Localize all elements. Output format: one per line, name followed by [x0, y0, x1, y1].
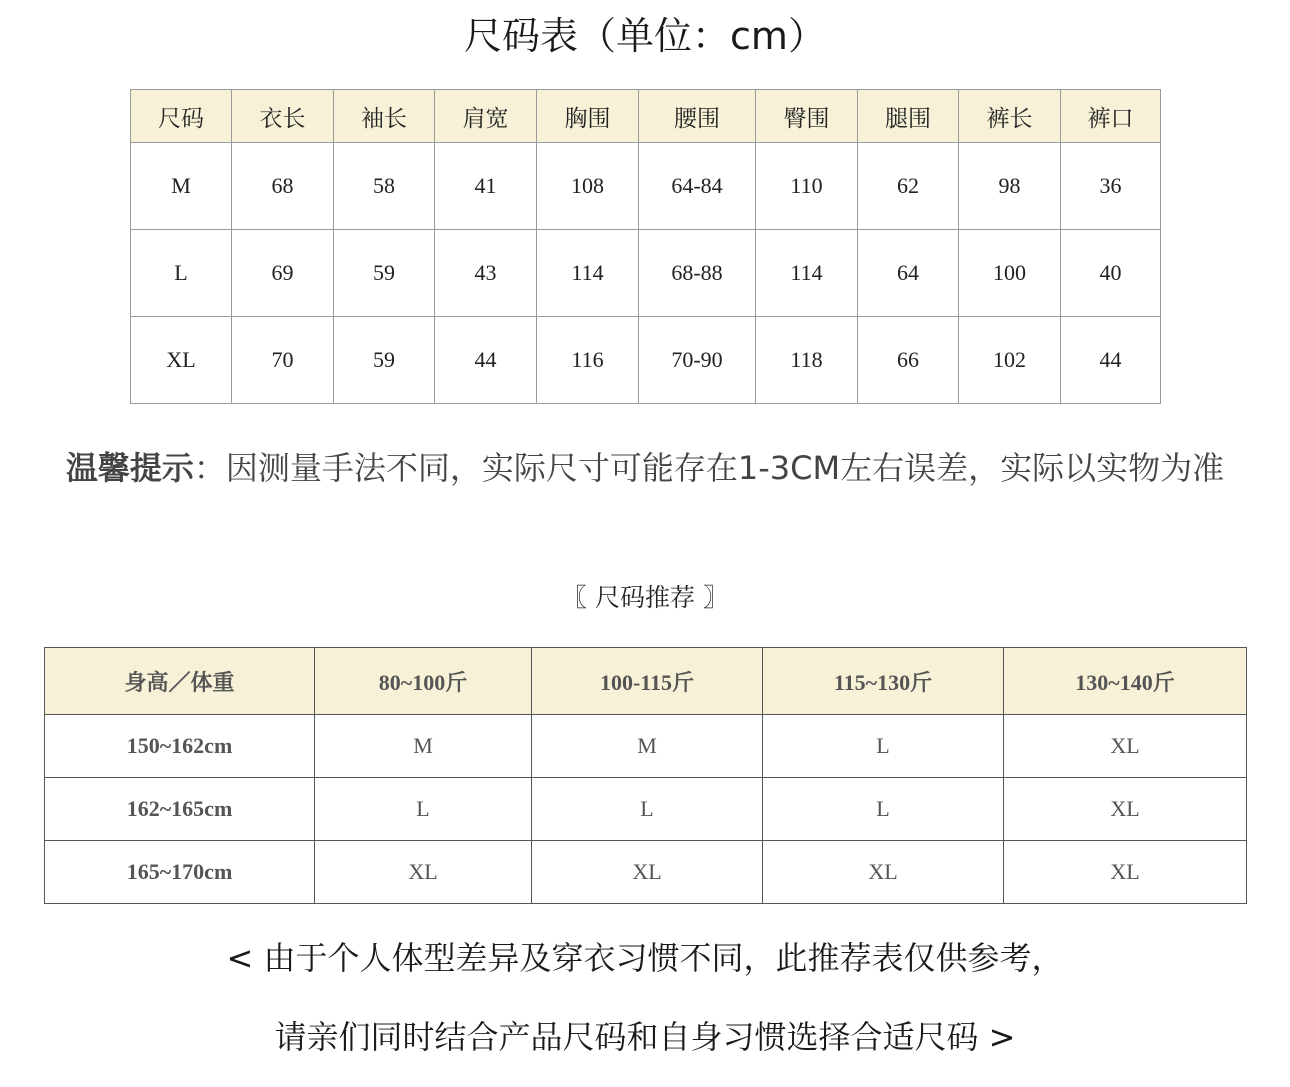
table-cell: XL — [1004, 841, 1247, 904]
size-chart-header-row — [131, 90, 1161, 143]
height-range-cell: 165~170cm — [45, 841, 315, 904]
table-cell: 114 — [756, 230, 858, 317]
size-chart-header-cell: 肩宽 — [435, 90, 537, 143]
recommend-disclaimer-line1: < 由于个人体型差异及穿衣习惯不同，此推荐表仅供参考， — [226, 939, 1064, 977]
table-cell: 62 — [858, 143, 959, 230]
recommend-header-cell: 身高／体重 — [45, 648, 315, 715]
table-cell: 59 — [334, 317, 435, 404]
table-cell: 40 — [1061, 230, 1161, 317]
table-cell: 118 — [756, 317, 858, 404]
table-cell: 44 — [435, 317, 537, 404]
size-chart-header-cell: 裤口 — [1061, 90, 1161, 143]
tip-label: 温馨提示 — [65, 449, 194, 487]
table-row — [131, 317, 1161, 404]
size-chart-header-cell: 胸围 — [537, 90, 639, 143]
table-cell: 70-90 — [639, 317, 756, 404]
recommend-header-cell: 80~100斤 — [315, 648, 532, 715]
table-cell: 36 — [1061, 143, 1161, 230]
size-chart-header-cell: 裤长 — [959, 90, 1061, 143]
height-range-cell: 162~165cm — [45, 778, 315, 841]
table-cell: L — [763, 778, 1004, 841]
table-cell: 114 — [537, 230, 639, 317]
table-cell: 116 — [537, 317, 639, 404]
size-chart-header-cell: 衣长 — [232, 90, 334, 143]
table-cell: M — [532, 715, 763, 778]
size-chart-header-cell: 腰围 — [639, 90, 756, 143]
recommend-header-row — [45, 648, 1247, 715]
table-cell: L — [532, 778, 763, 841]
table-cell: 108 — [537, 143, 639, 230]
table-cell: 64 — [858, 230, 959, 317]
table-cell: XL — [763, 841, 1004, 904]
size-recommend-heading: 〖 尺码推荐 〗 — [562, 583, 728, 612]
table-cell: 44 — [1061, 317, 1161, 404]
table-cell: 110 — [756, 143, 858, 230]
table-cell: M — [131, 143, 232, 230]
size-chart-header-cell: 袖长 — [334, 90, 435, 143]
size-chart-table — [130, 89, 1161, 404]
table-cell: 43 — [435, 230, 537, 317]
table-cell: 41 — [435, 143, 537, 230]
height-range-cell: 150~162cm — [45, 715, 315, 778]
table-row — [131, 143, 1161, 230]
tip-text: ：因测量手法不同，实际尺寸可能存在1-3CM左右误差，实际以实物为准 — [193, 449, 1225, 487]
recommend-header-cell: 115~130斤 — [763, 648, 1004, 715]
size-chart-header-cell: 臀围 — [756, 90, 858, 143]
table-cell: XL — [315, 841, 532, 904]
recommend-header-cell: 100-115斤 — [532, 648, 763, 715]
table-cell: 64-84 — [639, 143, 756, 230]
table-cell: 68-88 — [639, 230, 756, 317]
table-cell: XL — [1004, 715, 1247, 778]
page-title: 尺码表（单位：cm） — [464, 14, 826, 58]
table-cell: L — [131, 230, 232, 317]
recommend-header-cell: 130~140斤 — [1004, 648, 1247, 715]
table-cell: 98 — [959, 143, 1061, 230]
recommend-disclaimer-line2: 请亲们同时结合产品尺码和自身习惯选择合适尺码 > — [274, 1018, 1016, 1056]
table-cell: 70 — [232, 317, 334, 404]
table-cell: 100 — [959, 230, 1061, 317]
size-chart-header-cell: 尺码 — [131, 90, 232, 143]
table-row — [45, 715, 1247, 778]
table-cell: 68 — [232, 143, 334, 230]
table-cell: 102 — [959, 317, 1061, 404]
table-cell: 58 — [334, 143, 435, 230]
table-cell: XL — [131, 317, 232, 404]
size-recommend-table — [44, 647, 1247, 904]
table-cell: 69 — [232, 230, 334, 317]
table-row — [45, 778, 1247, 841]
table-cell: M — [315, 715, 532, 778]
table-cell: 66 — [858, 317, 959, 404]
table-row — [45, 841, 1247, 904]
table-cell: L — [315, 778, 532, 841]
table-row — [131, 230, 1161, 317]
size-chart-header-cell: 腿围 — [858, 90, 959, 143]
table-cell: 59 — [334, 230, 435, 317]
table-cell: XL — [532, 841, 763, 904]
measurement-tip — [14, 442, 1276, 495]
table-cell: XL — [1004, 778, 1247, 841]
table-cell: L — [763, 715, 1004, 778]
